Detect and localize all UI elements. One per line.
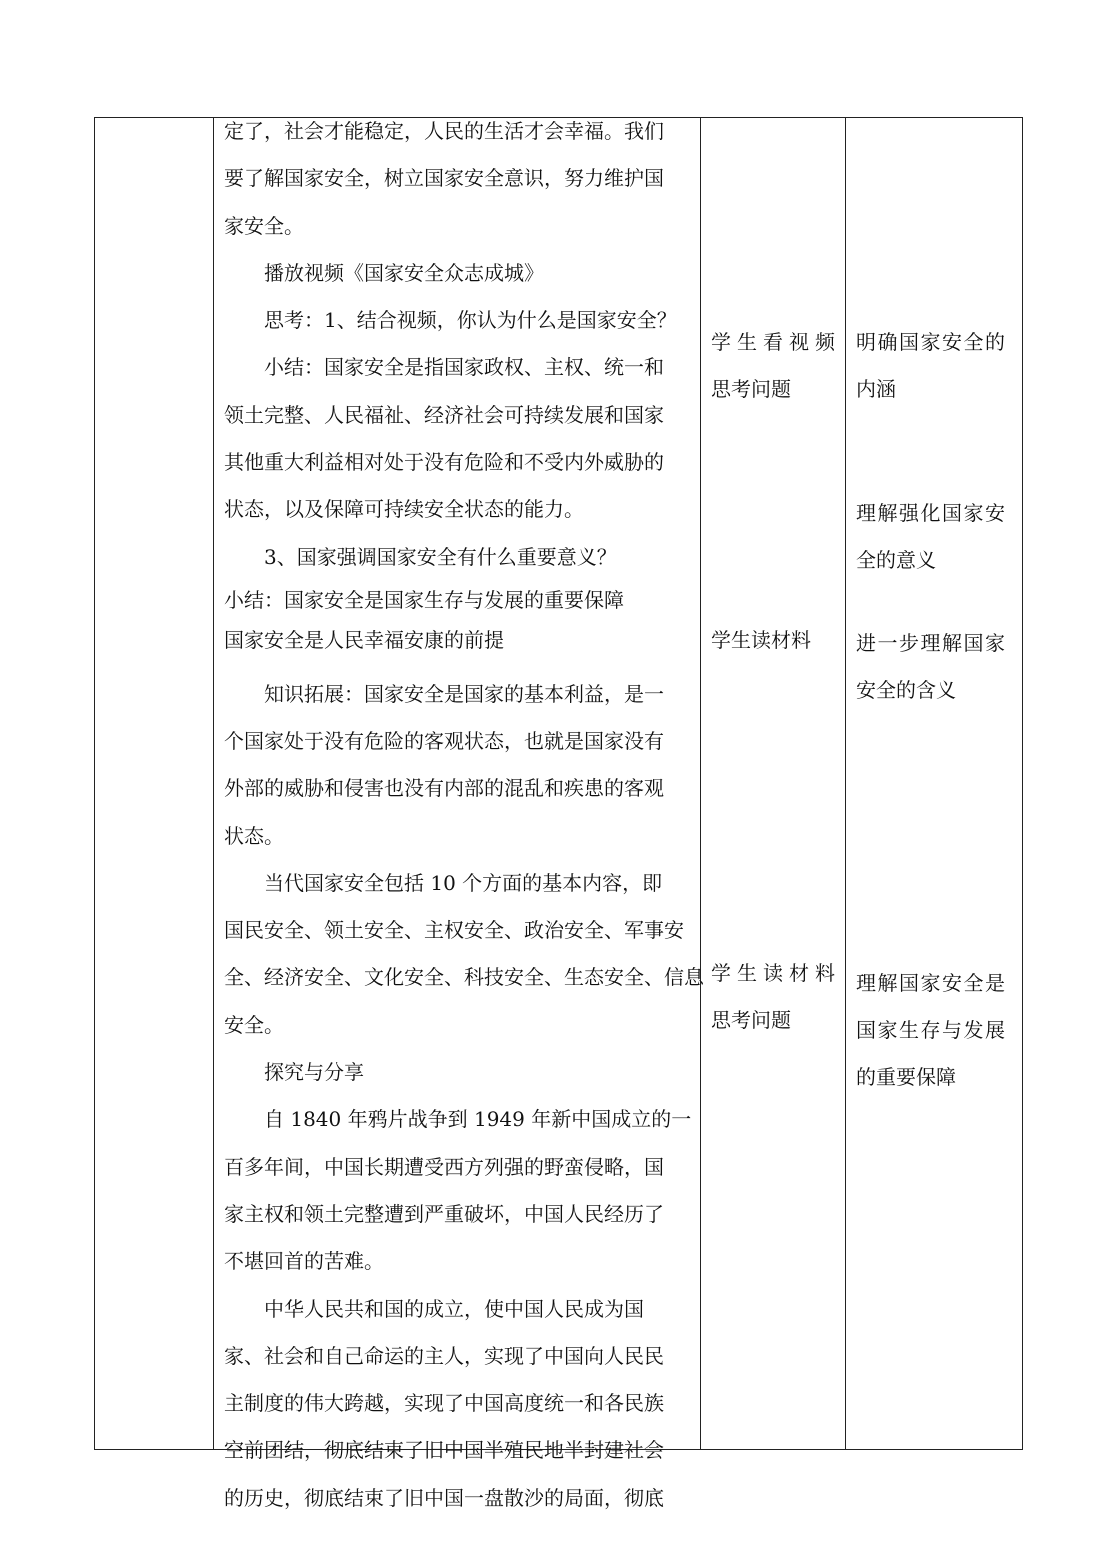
content-line: 外部的威胁和侵害也没有内部的混乱和疾患的客观 (224, 776, 664, 801)
activity-line: 学生读材料 (711, 628, 811, 652)
content-line: 小结：国家安全是国家生存与发展的重要保障 (224, 587, 624, 612)
column-divider-2 (700, 117, 701, 1450)
student-activity-column (711, 0, 841, 1548)
content-line: 家、社会和自己命运的主人，实现了中国向人民民 (224, 1343, 664, 1368)
activity-line: 思考问题 (711, 1008, 791, 1032)
design-intent-column (856, 0, 1016, 1548)
content-line: 要了解国家安全，树立国家安全意识，努力维护国 (224, 166, 664, 191)
goal-line: 国家生存与发展 (856, 1018, 1007, 1042)
content-line: 国民安全、领土安全、主权安全、政治安全、军事安 (224, 918, 684, 943)
content-line: 探究与分享 (224, 1060, 364, 1085)
column-divider-1 (213, 117, 214, 1450)
content-line: 安全。 (224, 1012, 284, 1037)
content-line: 领土完整、人民福祉、经济社会可持续发展和国家 (224, 402, 664, 427)
content-line: 思考：1、结合视频，你认为什么是国家安全？ (224, 308, 677, 333)
content-line: 状态，以及保障可持续安全状态的能力。 (224, 497, 584, 522)
content-line: 当代国家安全包括 10 个方面的基本内容，即 (224, 870, 663, 895)
activity-line: 学生读材料 (711, 961, 841, 985)
activity-line: 思考问题 (711, 377, 791, 401)
content-line: 家安全。 (224, 213, 304, 238)
content-line: 中华人民共和国的成立，使中国人民成为国 (224, 1296, 644, 1321)
content-line: 主制度的伟大跨越，实现了中国高度统一和各民族 (224, 1391, 664, 1416)
content-line: 国家安全是人民幸福安康的前提 (224, 627, 504, 652)
content-line: 状态。 (224, 823, 284, 848)
content-line: 空前团结，彻底结束了旧中国半殖民地半封建社会 (224, 1438, 664, 1463)
goal-line: 理解国家安全是 (856, 971, 1007, 995)
content-line: 全、经济安全、文化安全、科技安全、生态安全、信息 (224, 965, 704, 990)
content-line: 家主权和领土完整遭到严重破坏，中国人民经历了 (224, 1201, 664, 1226)
goal-line: 安全的含义 (856, 678, 956, 702)
teaching-content-column (224, 108, 704, 1522)
goal-line: 明确国家安全的 (856, 330, 1007, 354)
content-line: 个国家处于没有危险的客观状态，也就是国家没有 (224, 728, 664, 753)
content-line: 不堪回首的苦难。 (224, 1249, 384, 1274)
content-line: 知识拓展：国家安全是国家的基本利益，是一 (224, 681, 664, 706)
content-line: 3、国家强调国家安全有什么重要意义？ (224, 544, 617, 569)
goal-line: 进一步理解国家 (856, 631, 1007, 655)
content-line: 其他重大利益相对处于没有危险和不受内外威胁的 (224, 450, 664, 475)
goal-line: 的重要保障 (856, 1065, 956, 1089)
goal-line: 内涵 (856, 377, 896, 401)
content-line: 百多年间，中国长期遭受西方列强的野蛮侵略，国 (224, 1154, 664, 1179)
content-line: 的历史，彻底结束了旧中国一盘散沙的局面，彻底 (224, 1485, 664, 1510)
content-line: 小结：国家安全是指国家政权、主权、统一和 (224, 355, 664, 380)
goal-line: 全的意义 (856, 548, 936, 572)
activity-line: 学生看视频 (711, 330, 841, 354)
column-divider-3 (845, 117, 846, 1450)
goal-line: 理解强化国家安 (856, 501, 1007, 525)
content-line: 定了，社会才能稳定，人民的生活才会幸福。我们 (224, 119, 664, 143)
content-line: 播放视频《国家安全众志成城》 (224, 260, 544, 285)
content-line: 自 1840 年鸦片战争到 1949 年新中国成立的一 (224, 1107, 692, 1132)
